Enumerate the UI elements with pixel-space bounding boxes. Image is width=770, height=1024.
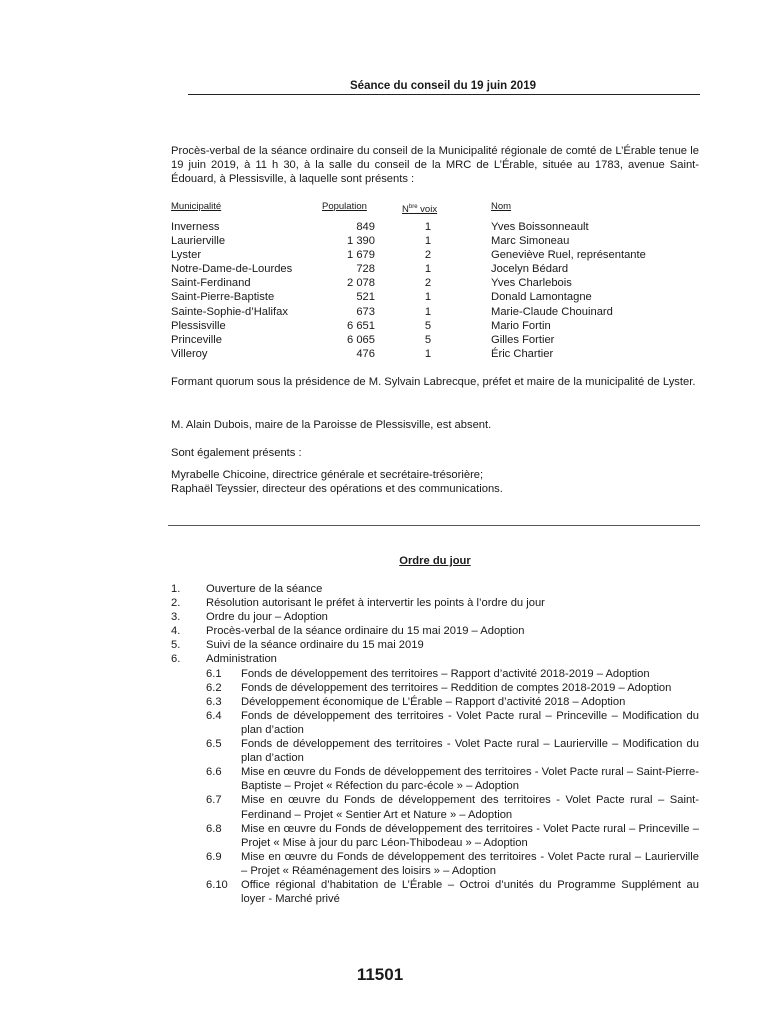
name-cell: Yves Boissonneault [491,221,589,233]
table-row [171,319,701,333]
voix-cell: 1 [424,291,432,304]
agenda-subitem-text: Mise en œuvre du Fonds de développement des territoires - Volet Pacte rural – Laurierville – Projet « Réaménagement des loisirs » – Adoption [241,850,699,877]
agenda-item-number: 4. [171,625,181,638]
agenda-subitem-text: Mise en œuvre du Fonds de développement des territoires - Volet Pacte rural – Princeville – Projet « Mise à jour du parc Léon-Thibodeau » – Adoption [241,822,699,849]
agenda-item-text: Suivi de la séance ordinaire du 15 mai 2019 [206,639,424,652]
header-nom: Nom [491,201,512,212]
agenda-subitem [171,793,699,821]
name-cell: Donald Lamontagne [491,291,592,304]
agenda-item-text: Procès-verbal de la séance ordinaire du 15 mai 2019 – Adoption [206,625,525,638]
agenda-item [171,638,699,652]
agenda-subitem [171,878,699,906]
table-row [171,347,701,361]
header-voix-sup: bre [408,204,418,210]
agenda-item-number: 6. [171,653,181,666]
agenda-subitem [171,681,699,695]
agenda-subitem [171,765,699,793]
municipality-cell: Princeville [171,333,222,346]
agenda-item [171,582,699,596]
population-cell: 521 [356,291,375,304]
agenda-item-number: 5. [171,639,181,652]
population-cell: 6 065 [347,333,375,346]
population-cell: 1 679 [347,249,375,262]
header-population: Population [322,201,367,212]
population-cell: 2 078 [347,277,375,290]
also-present-item: Myrabelle Chicoine, directrice générale et secrétaire-trésorière; [171,469,484,481]
agenda-subitem-text: Fonds de développement des territoires - Volet Pacte rural – Laurierville – Modification du plan d’action [241,738,699,765]
agenda-item-text: Ouverture de la séance [206,583,323,595]
agenda-subitem-number: 6.10 [206,878,228,891]
members-table [171,220,701,361]
header-municipalite: Municipalité [171,201,222,212]
agenda-subitem-text: Fonds de développement des territoires - Volet Pacte rural – Princeville – Modification du plan d’action [241,709,699,736]
voix-cell: 2 [424,249,432,262]
agenda-subitem [171,737,699,765]
name-cell: Mario Fortin [491,319,551,332]
agenda-subitem-number: 6.7 [206,794,222,807]
agenda-item-text: Ordre du jour – Adoption [206,611,328,624]
header-voix-n: N [402,204,409,215]
municipality-cell: Notre-Dame-de-Lourdes [171,263,293,276]
municipality-cell: Saint-Pierre-Baptiste [171,291,275,304]
agenda-item [171,596,699,610]
population-cell: 849 [356,221,375,233]
agenda-subitem-number: 6.5 [206,738,222,751]
agenda-subitem [171,850,699,878]
population-cell: 1 390 [347,235,375,248]
agenda-subitem-number: 6.9 [206,850,222,863]
agenda-subitem-number: 6.3 [206,695,222,708]
agenda-subitem-number: 6.6 [206,766,222,779]
agenda-subitem-text: Mise en œuvre du Fonds de développement des territoires - Volet Pacte rural – Saint-Pierre-Baptiste – Projet « Réfection du parc-école » – Adoption [241,766,699,793]
agenda-subitem-text: Office régional d’habitation de L’Érable – Octroi d’unités du Programme Supplément au loyer - Marché privé [241,878,699,906]
voix-cell: 1 [424,235,432,248]
name-cell: Jocelyn Bédard [491,263,569,276]
population-cell: 728 [356,263,375,276]
title-underline [188,94,700,95]
agenda-item [171,652,699,666]
name-cell: Yves Charlebois [491,277,572,290]
agenda-item [171,610,699,624]
agenda-item [171,624,699,638]
population-cell: 6 651 [347,319,375,332]
section-divider [168,525,700,526]
agenda-list [171,582,699,906]
agenda-subitem-text: Fonds de développement des territoires – Reddition de comptes 2018-2019 – Adoption [241,681,672,694]
intro-paragraph: Procès-verbal de la séance ordinaire du conseil de la Municipalité régionale de comté de L’Érable tenue le 19 juin 2019, à 11 h 30, à la salle du conseil de la MRC de L’Érable, située au 1783, avenue Saint-Édouard, à Plessisville, à laquelle sont présents : [171,145,699,185]
municipality-cell: Sainte-Sophie-d’Halifax [171,305,288,318]
voix-cell: 1 [424,305,432,318]
name-cell: Gilles Fortier [491,333,555,346]
agenda-item-text: Administration [206,653,277,666]
name-cell: Marie-Claude Chouinard [491,305,613,318]
table-row [171,305,701,319]
agenda-subitem [171,667,699,681]
page-title: Séance du conseil du 19 juin 2019 [350,80,536,92]
agenda-subitem-text: Mise en œuvre du Fonds de développement des territoires - Volet Pacte rural – Saint-Ferdinand – Projet « Sentier Art et Nature » – Adoption [241,794,699,821]
absent-paragraph: M. Alain Dubois, maire de la Paroisse de Plessisville, est absent. [171,419,492,431]
agenda-subitem [171,709,699,737]
table-row [171,220,701,234]
quorum-paragraph: Formant quorum sous la présidence de M. Sylvain Labrecque, préfet et maire de la municipalité de Lyster. [171,376,696,388]
agenda-subitem-number: 6.1 [206,667,222,680]
municipality-cell: Laurierville [171,235,226,248]
name-cell: Geneviève Ruel, représentante [491,249,646,262]
table-row [171,333,701,347]
also-present-label: Sont également présents : [171,447,302,459]
table-row [171,248,701,262]
agenda-subitem-number: 6.4 [206,709,222,722]
agenda-item-number: 1. [171,583,181,595]
agenda-subitem-text: Fonds de développement des territoires – Rapport d’activité 2018-2019 – Adoption [241,667,650,680]
municipality-cell: Lyster [171,249,202,262]
population-cell: 476 [356,347,375,360]
header-voix [402,200,437,217]
table-row [171,262,701,276]
table-row [171,290,701,304]
table-row [171,276,701,290]
agenda-subitem-text: Développement économique de L’Érable – Rapport d’activité 2018 – Adoption [241,695,626,708]
municipality-cell: Inverness [171,221,220,233]
also-present-item: Raphaël Teyssier, directeur des opérations et des communications. [171,483,503,495]
voix-cell: 1 [424,221,432,233]
agenda-subitem-number: 6.8 [206,822,222,835]
agenda-subitem-number: 6.2 [206,681,222,694]
voix-cell: 1 [424,347,432,360]
agenda-item-text: Résolution autorisant le préfet à intervertir les points à l’ordre du jour [206,597,545,610]
table-row [171,234,701,248]
name-cell: Marc Simoneau [491,235,570,248]
municipality-cell: Saint-Ferdinand [171,277,251,290]
municipality-cell: Villeroy [171,347,208,360]
page-number: 11501 [356,965,404,984]
name-cell: Éric Chartier [491,347,554,360]
voix-cell: 5 [424,333,432,346]
voix-cell: 1 [424,263,432,276]
voix-cell: 5 [424,319,432,332]
agenda-title: Ordre du jour [399,555,471,567]
agenda-subitem [171,822,699,850]
header-voix-rest: voix [417,204,438,215]
agenda-item-number: 3. [171,611,181,624]
agenda-subitem [171,695,699,709]
population-cell: 673 [356,305,375,318]
agenda-item-number: 2. [171,597,181,610]
voix-cell: 2 [424,277,432,290]
municipality-cell: Plessisville [171,319,226,332]
